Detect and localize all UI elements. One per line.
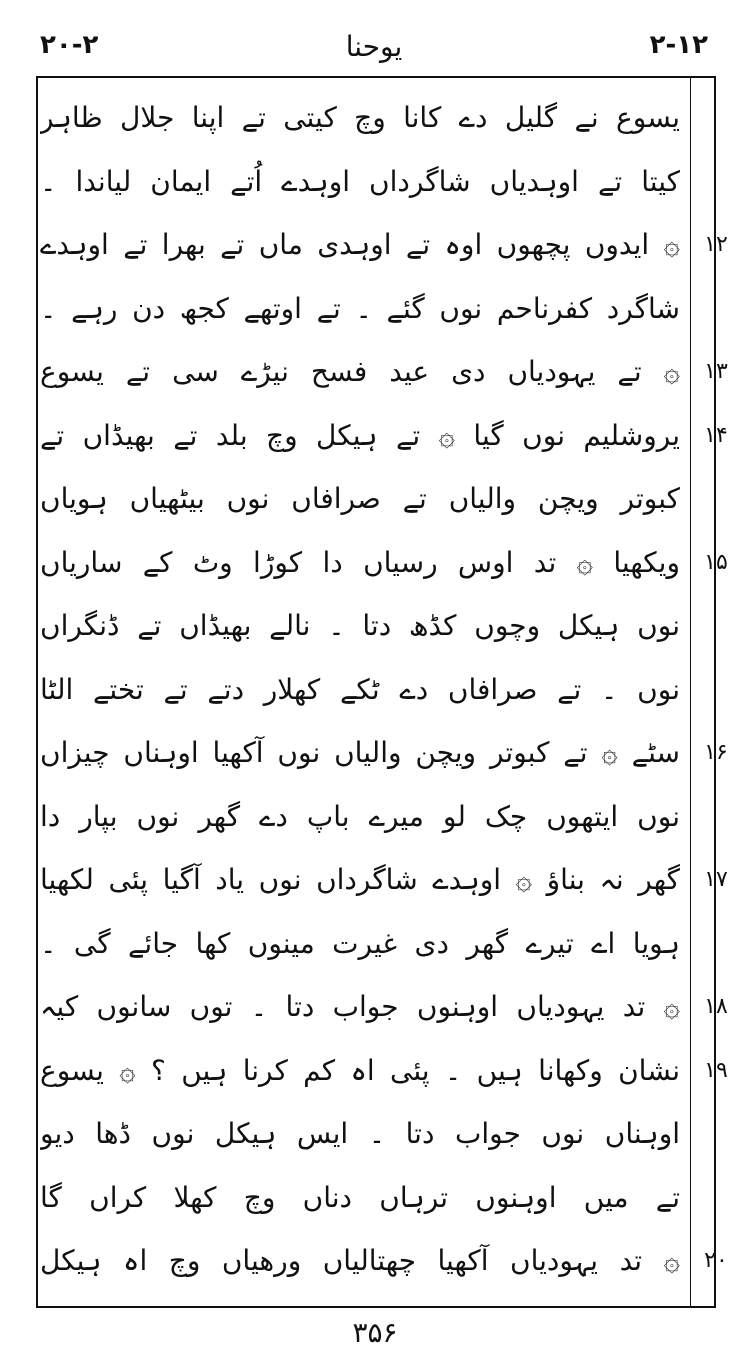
verse-number: ۱۵ xyxy=(704,549,728,575)
text-line: شاگرد کفرناحم نوں گئے ۔ تے اوتھے کجھ دن رہے ۔ xyxy=(40,291,680,325)
text-line: ۞ تد یہودیاں آکھیا چھتالیاں ورھیاں وچ اہ ہیکل xyxy=(40,1244,680,1277)
page-number: ۳۵۶ xyxy=(352,1316,398,1349)
text-line: سٹے ۞ تے کبوتر ویچن والیاں نوں آکھیا اوہناں چیزاں xyxy=(40,736,680,769)
text-line: نوں ۔ تے صرافاں دے ٹکے کھلار دتے تے تختے الٹا xyxy=(40,672,680,706)
text-line: تے میں اوہنوں ترہاں دناں وچ کھلا کراں گا xyxy=(40,1180,680,1214)
verse-number: ۱۹ xyxy=(704,1057,728,1083)
text-line: ۞ تد یہودیاں اوہنوں جواب دتا ۔ توں سانوں کیہ xyxy=(40,990,680,1023)
text-line: نوں ایتھوں چک لو میرے باپ دے گھر نوں بپار دا xyxy=(40,799,680,833)
verse-number: ۲۰ xyxy=(704,1248,728,1273)
text-line: یروشلیم نوں گیا ۞ تے ہیکل وچ بلد تے بھیڈاں تے xyxy=(40,418,680,452)
text-line: یسوع نے گلیل دے کانا وچ کیتی تے اپنا جلال ظاہر xyxy=(40,101,680,134)
text-line: کیتا تے اوہدیاں شاگرداں اوہدے اُتے ایمان لیاندا ۔ xyxy=(40,164,680,198)
text-line: نوں ہیکل وچوں کڈھ دتا ۔ نالے بھیڈاں تے ڈنگراں xyxy=(40,609,680,642)
header-verse-range-end: ۲۰-۲ xyxy=(40,30,99,60)
text-line: اوہناں نوں جواب دتا ۔ ایس ہیکل نوں ڈھا دیو xyxy=(40,1117,680,1150)
text-line: ہویا اے تیرے گھر دی غیرت مینوں کھا جائے گی ۔ xyxy=(40,926,680,960)
verse-number: ۱۲ xyxy=(704,232,728,257)
verse-number: ۱۳ xyxy=(704,359,728,384)
verse-number: ۱۴ xyxy=(704,422,728,448)
header-book-title: یوحنا xyxy=(345,30,403,63)
text-line: کبوتر ویچن والیاں تے صرافاں نوں بیٹھیاں ہویاں xyxy=(40,482,680,515)
text-line: گھر نہ بناؤ ۞ اوہدے شاگرداں نوں یاد آگیا پئی لکھیا xyxy=(40,863,680,896)
verse-number-column-divider xyxy=(690,76,691,1308)
text-line: ۞ ایدوں پچھوں اوہ تے اوہدی ماں تے بھرا تے اوہدے xyxy=(40,228,680,261)
text-line: ۞ تے یہودیاں دی عید فسح نیڑے سی تے یسوع xyxy=(40,355,680,388)
verse-number: ۱۸ xyxy=(704,994,728,1019)
header-verse-range-start: ۲-۱۲ xyxy=(649,30,708,60)
verse-number: ۱۷ xyxy=(704,867,728,892)
text-line: نشان وکھانا ہیں ۔ پئی اہ کم کرنا ہیں ؟ ۞ یسوع xyxy=(40,1053,680,1087)
page-header xyxy=(40,30,708,70)
text-line: ویکھیا ۞ تد اوس رسیاں دا کوڑا وٹ کے ساریاں xyxy=(40,545,680,579)
verse-number: ۱۶ xyxy=(704,740,728,765)
